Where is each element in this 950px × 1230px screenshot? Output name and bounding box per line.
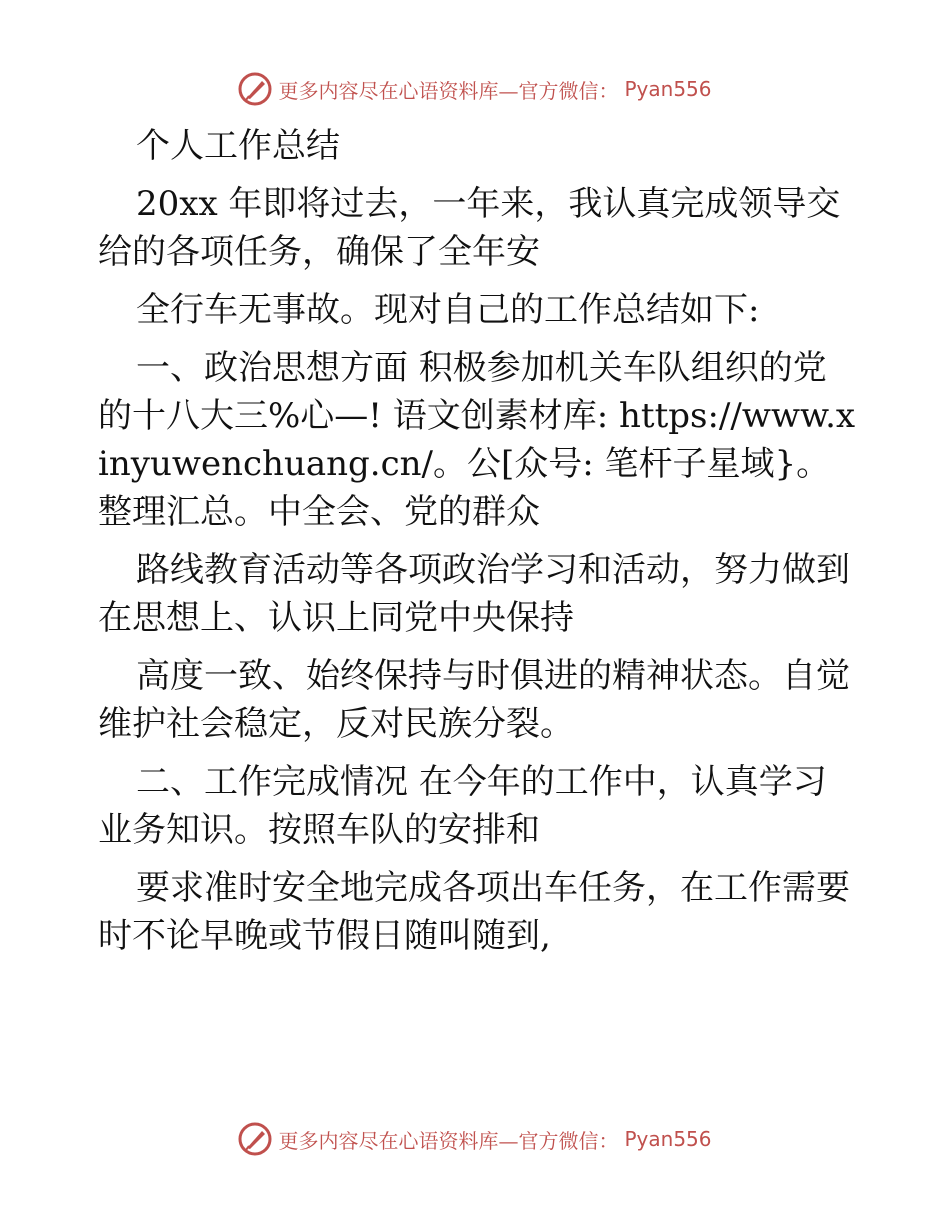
document-title: 个人工作总结 xyxy=(136,126,340,166)
header-watermark xyxy=(0,72,950,106)
watermark-text: 更多内容尽在心语资料库—官方微信： xyxy=(278,1128,619,1153)
paragraph-4: 路线教育活动等各项政治学习和活动，努力做到在思想上、认识上同党中央保持 xyxy=(98,550,850,638)
paragraph-1: 20xx 年即将过去，一年来，我认真完成领导交给的各项任务，确保了全年安 xyxy=(98,184,841,272)
watermark-id: Pyan556 xyxy=(624,1127,712,1151)
paragraph-2: 全行车无事故。现对自己的工作总结如下: xyxy=(136,290,760,330)
paragraph-5: 高度一致、始终保持与时俱进的精神状态。自觉维护社会稳定，反对民族分裂。 xyxy=(98,656,850,744)
watermark-id: Pyan556 xyxy=(624,77,712,101)
document-body xyxy=(98,122,858,970)
paragraph-7: 要求准时安全地完成各项出车任务，在工作需要时不论早晚或节假日随叫随到, xyxy=(98,868,850,956)
paragraph-3: 一、政治思想方面 积极参加机关车队组织的党的十八大三%心—! 语文创素材库: https://www.xinyuwenchuang.cn/。公[众号: 笔杆子星域}。整理汇总。中全会、党的群众 xyxy=(98,348,856,532)
quill-pen-logo-icon xyxy=(238,1122,272,1156)
watermark-text: 更多内容尽在心语资料库—官方微信： xyxy=(278,78,619,103)
paragraph-6: 二、工作完成情况 在今年的工作中，认真学习业务知识。按照车队的安排和 xyxy=(98,762,827,850)
footer-watermark xyxy=(0,1122,950,1156)
quill-pen-logo-icon xyxy=(238,72,272,106)
